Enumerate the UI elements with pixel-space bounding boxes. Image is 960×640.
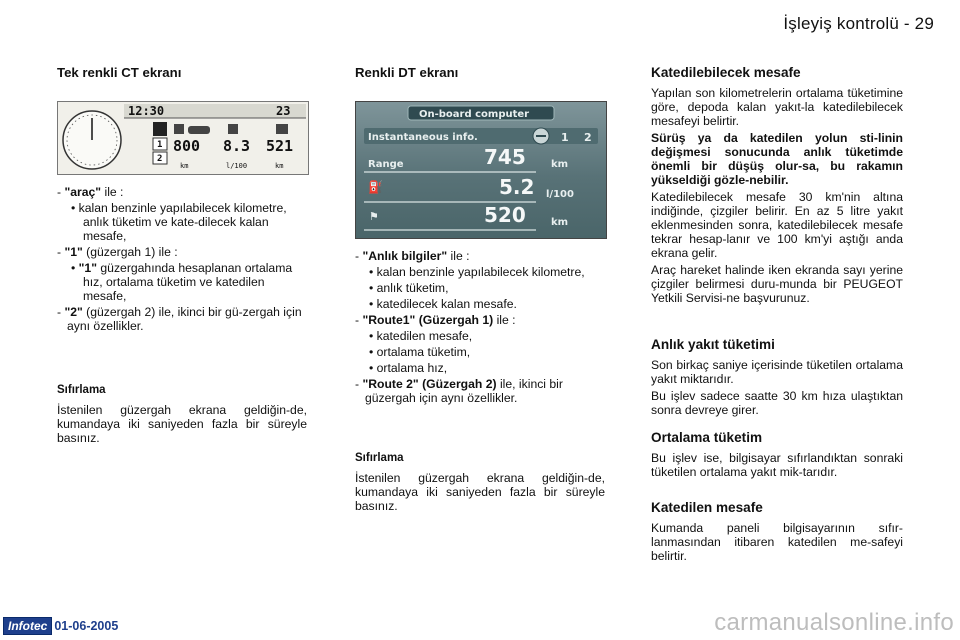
page-header: İşleyiş kontrolü - 29 <box>783 14 934 33</box>
list-item: • kalan benzinle yapılabilecek kilometre, anlık tüketim ve kate-dilecek kalan mesafe, <box>71 201 287 243</box>
dt-range-label: Range <box>368 159 404 170</box>
list-item: - "1" (güzergah 1) ile : <box>57 245 178 259</box>
dt-consumption-value: 5.2 <box>499 175 535 199</box>
lcd-trip-2: 2 <box>157 154 163 164</box>
dt-tab-label: Instantaneous info. <box>368 132 478 143</box>
list-item: - "Route1" (Güzergah 1) ile : <box>355 313 516 327</box>
section-title-distance: Katedilen mesafe <box>651 500 763 515</box>
infotec-logo: Infotec <box>3 617 52 635</box>
reset-title: Sıfırlama <box>57 384 106 396</box>
average-paragraph-1: Bu işlev ise, bilgisayar sıfırlandıktan sonraki tüketilen ortalama yakıt mik-tarıdır. <box>651 451 903 479</box>
dt-range-value: 745 <box>484 145 526 169</box>
reset-text: İstenilen güzergah ekrana geldiğin-de, kumandaya iki saniyeden fazla bir süreyle basınız. <box>355 471 605 513</box>
column-ct-display <box>57 66 307 448</box>
list-item: • kalan benzinle yapılabilecek kilometre, <box>369 265 585 279</box>
list-item: - "araç" ile : <box>57 185 124 199</box>
lcd-trip-1: 1 <box>157 140 163 150</box>
lcd-remaining-value: 521 <box>266 137 294 155</box>
list-item: • katedilecek kalan mesafe. <box>369 297 517 311</box>
range-paragraph-1: Yapılan son kilometrelerin ortalama tüketimine göre, depoda kalan yakıt-la katedilebilecek mesafeyi belirtir. <box>651 86 903 128</box>
dt-range-unit: km <box>551 159 569 170</box>
watermark: carmanualsonline.info <box>714 609 954 636</box>
list-item: • ortalama tüketim, <box>369 345 471 359</box>
lcd-time: 12:30 <box>128 104 165 118</box>
dt-remaining-unit: km <box>551 217 569 228</box>
list-item: • anlık tüketim, <box>369 281 449 295</box>
flag-icon: ⚑ <box>369 211 379 223</box>
section-title-instant: Anlık yakıt tüketimi <box>651 337 775 352</box>
lcd-consumption-value: 8.3 <box>223 137 251 155</box>
ct-lcd-screen <box>57 101 309 175</box>
ct-option-list <box>57 185 307 333</box>
list-item: • ortalama hız, <box>369 361 448 375</box>
dt-tab-2: 2 <box>584 131 592 144</box>
list-item: • katedilen mesafe, <box>369 329 473 343</box>
column-definitions <box>651 66 903 566</box>
section-title-ct: Tek renkli CT ekranı <box>57 65 182 80</box>
lcd-temperature: 23 <box>276 104 291 118</box>
dt-remaining-value: 520 <box>484 203 526 227</box>
list-item: - "Route 2" (Güzergah 2) ile, ikinci bir güzergah için aynı özellikler. <box>355 377 563 405</box>
distance-paragraph-1: Kumanda paneli bilgisayarının sıfır-lanmasından itibaren katedilen me-safeyi belirtir. <box>651 521 903 563</box>
lcd-unit-1: km <box>180 162 189 170</box>
dt-option-list <box>355 249 605 405</box>
list-item: - "Anlık bilgiler" ile : <box>355 249 470 263</box>
dt-color-screen <box>355 101 607 239</box>
section-title-average: Ortalama tüketim <box>651 430 763 445</box>
section-title-dt: Renkli DT ekranı <box>355 65 459 80</box>
reset-text: İstenilen güzergah ekrana geldiğin-de, kumandaya iki saniyeden fazla bir süreyle basınız. <box>57 403 307 445</box>
footer-brand <box>3 617 118 635</box>
dt-tab-1: 1 <box>561 131 569 144</box>
fuel-pump-icon: ⛽ <box>368 180 383 194</box>
reset-section-dt <box>355 451 605 513</box>
range-paragraph-2: Sürüş ya da katedilen yolun sti-linin değişmesi sonucunda anlık tüketimde önemli bir düşüş olur-sa, bu rakamın yükseldiği gözle-nebilir. <box>651 131 903 187</box>
instant-paragraph-1: Son birkaç saniye içerisinde tüketilen ortalama yakıt miktarıdır. <box>651 358 903 386</box>
range-paragraph-3: Katedilebilecek mesafe 30 km'nin altına indiğinde, çizgiler belirir. En az 5 litre yakıt eklenmesinden sonra, katedilebilecek mesafe tekrar hesap-lanır ve 100 km'yi aştığı anda ekrana gelir. <box>651 190 903 260</box>
list-item: • "1" güzergahında hesaplanan ortalama hız, ortalama tüketim ve katedilen mesafe, <box>71 261 293 303</box>
lcd-unit-3: km <box>275 162 284 170</box>
list-item: - "2" (güzergah 2) ile, ikinci bir gü-zergah için aynı özellikler. <box>57 305 302 333</box>
reset-section-ct <box>57 383 307 445</box>
reset-title: Sıfırlama <box>355 452 404 464</box>
dt-header: On-board computer <box>419 109 530 120</box>
dt-consumption-unit: l/100 <box>546 189 574 200</box>
instant-paragraph-2: Bu işlev sadece saatte 30 km hıza ulaştıktan sonra devreye girer. <box>651 389 903 417</box>
lcd-range-value: 800 <box>173 137 201 155</box>
section-title-range: Katedilebilecek mesafe <box>651 65 801 80</box>
lcd-unit-2: l/100 <box>226 162 248 170</box>
range-paragraph-4: Araç hareket halinde iken ekranda sayı yerine çizgiler belirmesi duru-munda bir PEUGEOT Yetkili Servisi-ne başvurunuz. <box>651 263 903 305</box>
footer-date: 01-06-2005 <box>54 619 119 633</box>
column-dt-display <box>355 66 605 516</box>
